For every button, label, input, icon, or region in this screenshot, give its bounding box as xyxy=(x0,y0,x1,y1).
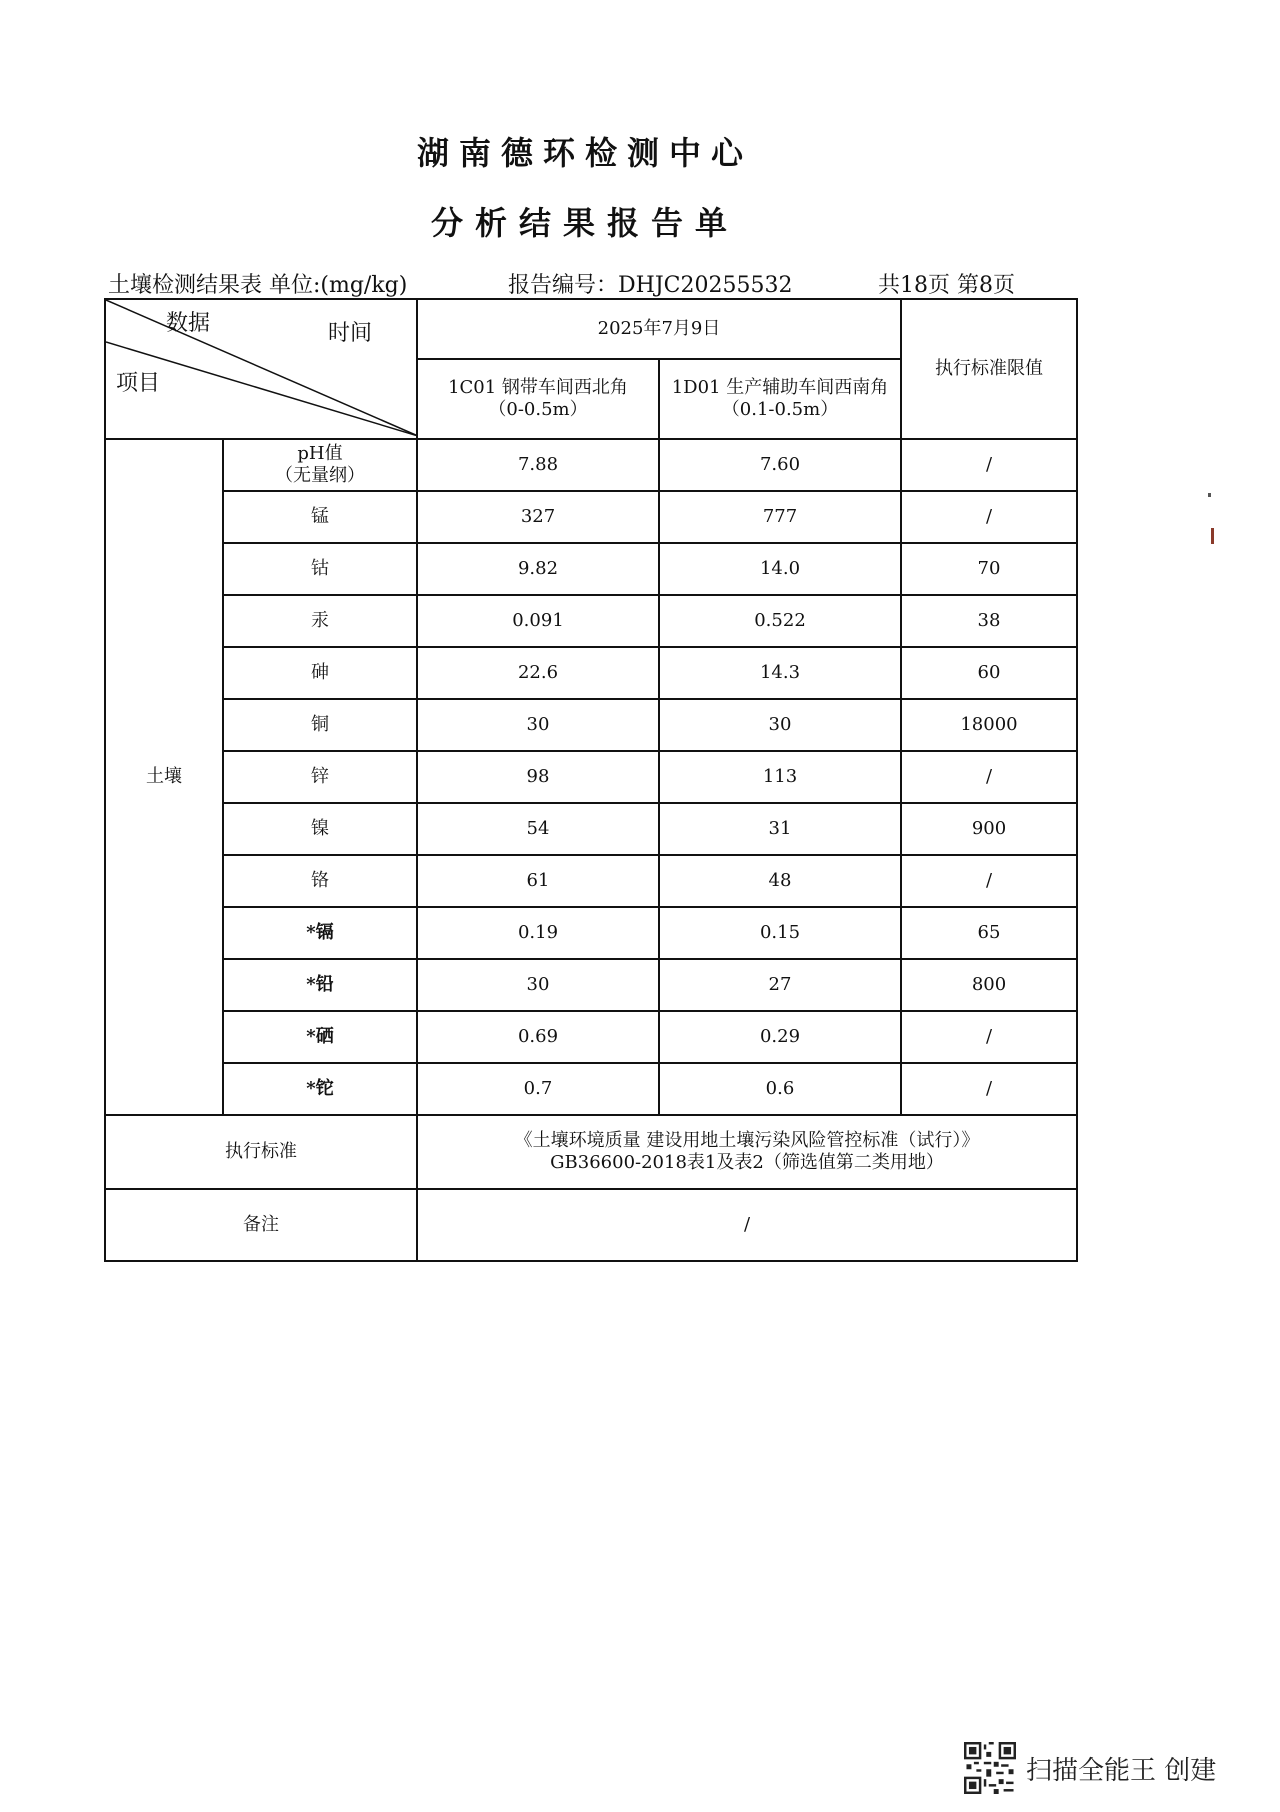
value-site-1: 0.19 xyxy=(417,907,659,959)
value-site-1: 61 xyxy=(417,855,659,907)
org-title: 湖南德环检测中心 xyxy=(416,134,753,172)
table-row xyxy=(105,1011,1077,1063)
remark-row xyxy=(105,1189,1077,1261)
scanner-watermark-text: 扫描全能王 创建 xyxy=(1026,1755,1217,1786)
results-table xyxy=(104,298,1078,1262)
header-corner-cell xyxy=(105,299,417,439)
value-site-2: 7.60 xyxy=(659,439,901,491)
value-site-1: 327 xyxy=(417,491,659,543)
table-row xyxy=(105,907,1077,959)
item-name: 镍 xyxy=(223,803,417,855)
site-1-depth: （0-0.5m） xyxy=(488,399,588,420)
value-site-2: 0.522 xyxy=(659,595,901,647)
exec-standard-row xyxy=(105,1115,1077,1189)
sampling-date: 2025年7月9日 xyxy=(417,299,901,359)
item-ph-unit: （无量纲） xyxy=(275,465,365,486)
item-name: 铬 xyxy=(223,855,417,907)
limit-value: / xyxy=(901,751,1077,803)
value-site-2: 0.29 xyxy=(659,1011,901,1063)
limit-value: 70 xyxy=(901,543,1077,595)
item-ph: pH值 xyxy=(297,442,343,464)
corner-time-label: 时间 xyxy=(328,321,373,346)
table-row xyxy=(105,543,1077,595)
limit-value: 800 xyxy=(901,959,1077,1011)
table-row xyxy=(105,595,1077,647)
item-name: *硒 xyxy=(223,1011,417,1063)
scan-speck xyxy=(1211,528,1214,544)
table-row xyxy=(105,491,1077,543)
scanner-watermark xyxy=(964,1740,1264,1796)
table-row xyxy=(105,699,1077,751)
page-number: 共18页 第8页 xyxy=(878,273,1015,298)
report-number: 报告编号：DHJC20255532 xyxy=(508,273,793,298)
category-soil: 土壤 xyxy=(105,439,223,1115)
item-name: *镉 xyxy=(223,907,417,959)
limit-value: / xyxy=(901,855,1077,907)
table-row xyxy=(105,959,1077,1011)
value-site-2: 14.0 xyxy=(659,543,901,595)
corner-item-label: 项目 xyxy=(116,371,161,396)
item-name xyxy=(223,439,417,491)
limit-value: 60 xyxy=(901,647,1077,699)
item-name: 钴 xyxy=(223,543,417,595)
value-site-2: 777 xyxy=(659,491,901,543)
exec-standard-line-1: 《土壤环境质量 建设用地土壤污染风险管控标准（试行）》 xyxy=(514,1129,980,1151)
site-header-2 xyxy=(659,359,901,439)
table-row xyxy=(105,439,1077,491)
value-site-1: 0.69 xyxy=(417,1011,659,1063)
exec-standard-line-2: GB36600-2018表1及表2（筛选值第二类用地） xyxy=(550,1152,944,1173)
value-site-1: 30 xyxy=(417,699,659,751)
item-name: 砷 xyxy=(223,647,417,699)
table-row xyxy=(105,1063,1077,1115)
item-name: 汞 xyxy=(223,595,417,647)
site-1-name: 1C01 钢带车间西北角 xyxy=(448,376,628,398)
scan-speck xyxy=(1208,493,1211,497)
site-header-1 xyxy=(417,359,659,439)
table-row xyxy=(105,803,1077,855)
value-site-2: 27 xyxy=(659,959,901,1011)
value-site-2: 30 xyxy=(659,699,901,751)
limit-value: / xyxy=(901,491,1077,543)
remark-label: 备注 xyxy=(105,1189,417,1261)
limit-value: / xyxy=(901,1011,1077,1063)
value-site-1: 7.88 xyxy=(417,439,659,491)
limit-value: 38 xyxy=(901,595,1077,647)
table-label: 土壤检测结果表 单位:(mg/kg) xyxy=(108,273,408,298)
site-2-depth: （0.1-0.5m） xyxy=(721,399,839,420)
table-row xyxy=(105,855,1077,907)
standard-limit-header: 执行标准限值 xyxy=(901,299,1077,439)
value-site-1: 9.82 xyxy=(417,543,659,595)
corner-data-label: 数据 xyxy=(166,311,211,336)
value-site-2: 113 xyxy=(659,751,901,803)
item-name: 锰 xyxy=(223,491,417,543)
value-site-1: 30 xyxy=(417,959,659,1011)
limit-value: / xyxy=(901,1063,1077,1115)
value-site-1: 54 xyxy=(417,803,659,855)
value-site-2: 14.3 xyxy=(659,647,901,699)
exec-standard-label: 执行标准 xyxy=(105,1115,417,1189)
value-site-1: 0.091 xyxy=(417,595,659,647)
value-site-1: 0.7 xyxy=(417,1063,659,1115)
value-site-2: 31 xyxy=(659,803,901,855)
doc-title: 分析结果报告单 xyxy=(430,204,739,242)
limit-value: 18000 xyxy=(901,699,1077,751)
value-site-2: 0.15 xyxy=(659,907,901,959)
value-site-1: 22.6 xyxy=(417,647,659,699)
limit-value: 65 xyxy=(901,907,1077,959)
value-site-1: 98 xyxy=(417,751,659,803)
exec-standard-value xyxy=(417,1115,1077,1189)
item-name: *铊 xyxy=(223,1063,417,1115)
table-row xyxy=(105,647,1077,699)
value-site-2: 0.6 xyxy=(659,1063,901,1115)
qr-code-icon xyxy=(964,1742,1016,1794)
limit-value: 900 xyxy=(901,803,1077,855)
item-name: 锌 xyxy=(223,751,417,803)
value-site-2: 48 xyxy=(659,855,901,907)
remark-value: / xyxy=(417,1189,1077,1261)
table-row xyxy=(105,751,1077,803)
item-name: 铜 xyxy=(223,699,417,751)
limit-value: / xyxy=(901,439,1077,491)
site-2-name: 1D01 生产辅助车间西南角 xyxy=(671,376,889,398)
item-name: *铅 xyxy=(223,959,417,1011)
